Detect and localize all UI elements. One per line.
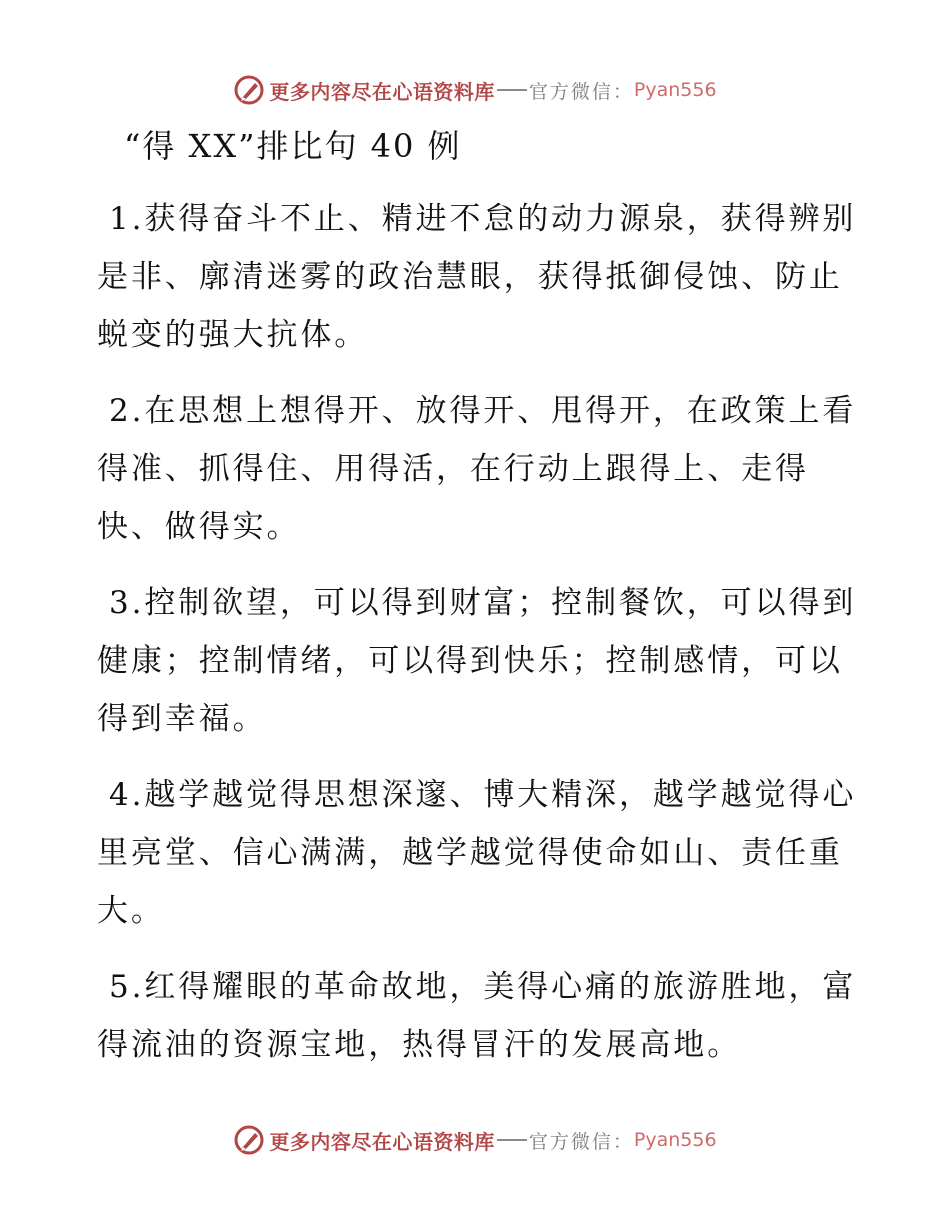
- paragraph-5: 5.红得耀眼的革命故地，美得心痛的旅游胜地，富得流油的资源宝地，热得冒汗的发展高地。: [97, 969, 857, 1063]
- header-wechat-id: Pyan556: [633, 79, 717, 101]
- paragraph-3: 3.控制欲望，可以得到财富；控制餐饮，可以得到健康；控制情绪，可以得到快乐；控制感情，可以得到幸福。: [97, 585, 857, 737]
- header-banner: [0, 70, 950, 110]
- footer-wechat-id: Pyan556: [633, 1129, 717, 1151]
- pen-logo-icon: [233, 74, 265, 106]
- paragraph-4: 4.越学越觉得思想深邃、博大精深，越学越觉得心里亮堂、信心满满，越学越觉得使命如山、责任重大。: [97, 777, 857, 929]
- header-site-text: 更多内容尽在心语资料库: [269, 79, 495, 104]
- footer-wechat-label: 官方微信：: [528, 1130, 634, 1153]
- footer-site-text: 更多内容尽在心语资料库: [269, 1129, 495, 1154]
- pen-logo-icon: [233, 1124, 265, 1156]
- paragraph-2: 2.在思想上想得开、放得开、甩得开，在政策上看得准、抓得住、用得活，在行动上跟得上、走得快、做得实。: [97, 393, 857, 545]
- footer-banner: [0, 1120, 950, 1160]
- footer-dash: [497, 1139, 527, 1141]
- header-wechat-label: 官方微信：: [528, 80, 634, 103]
- document-title: “得 XX”排比句 40 例: [124, 127, 462, 165]
- paragraph-1: 1.获得奋斗不止、精进不怠的动力源泉，获得辨别是非、廓清迷雾的政治慧眼，获得抵御侵蚀、防止蜕变的强大抗体。: [97, 201, 857, 353]
- header-dash: [497, 89, 527, 91]
- document-body: [97, 190, 857, 1092]
